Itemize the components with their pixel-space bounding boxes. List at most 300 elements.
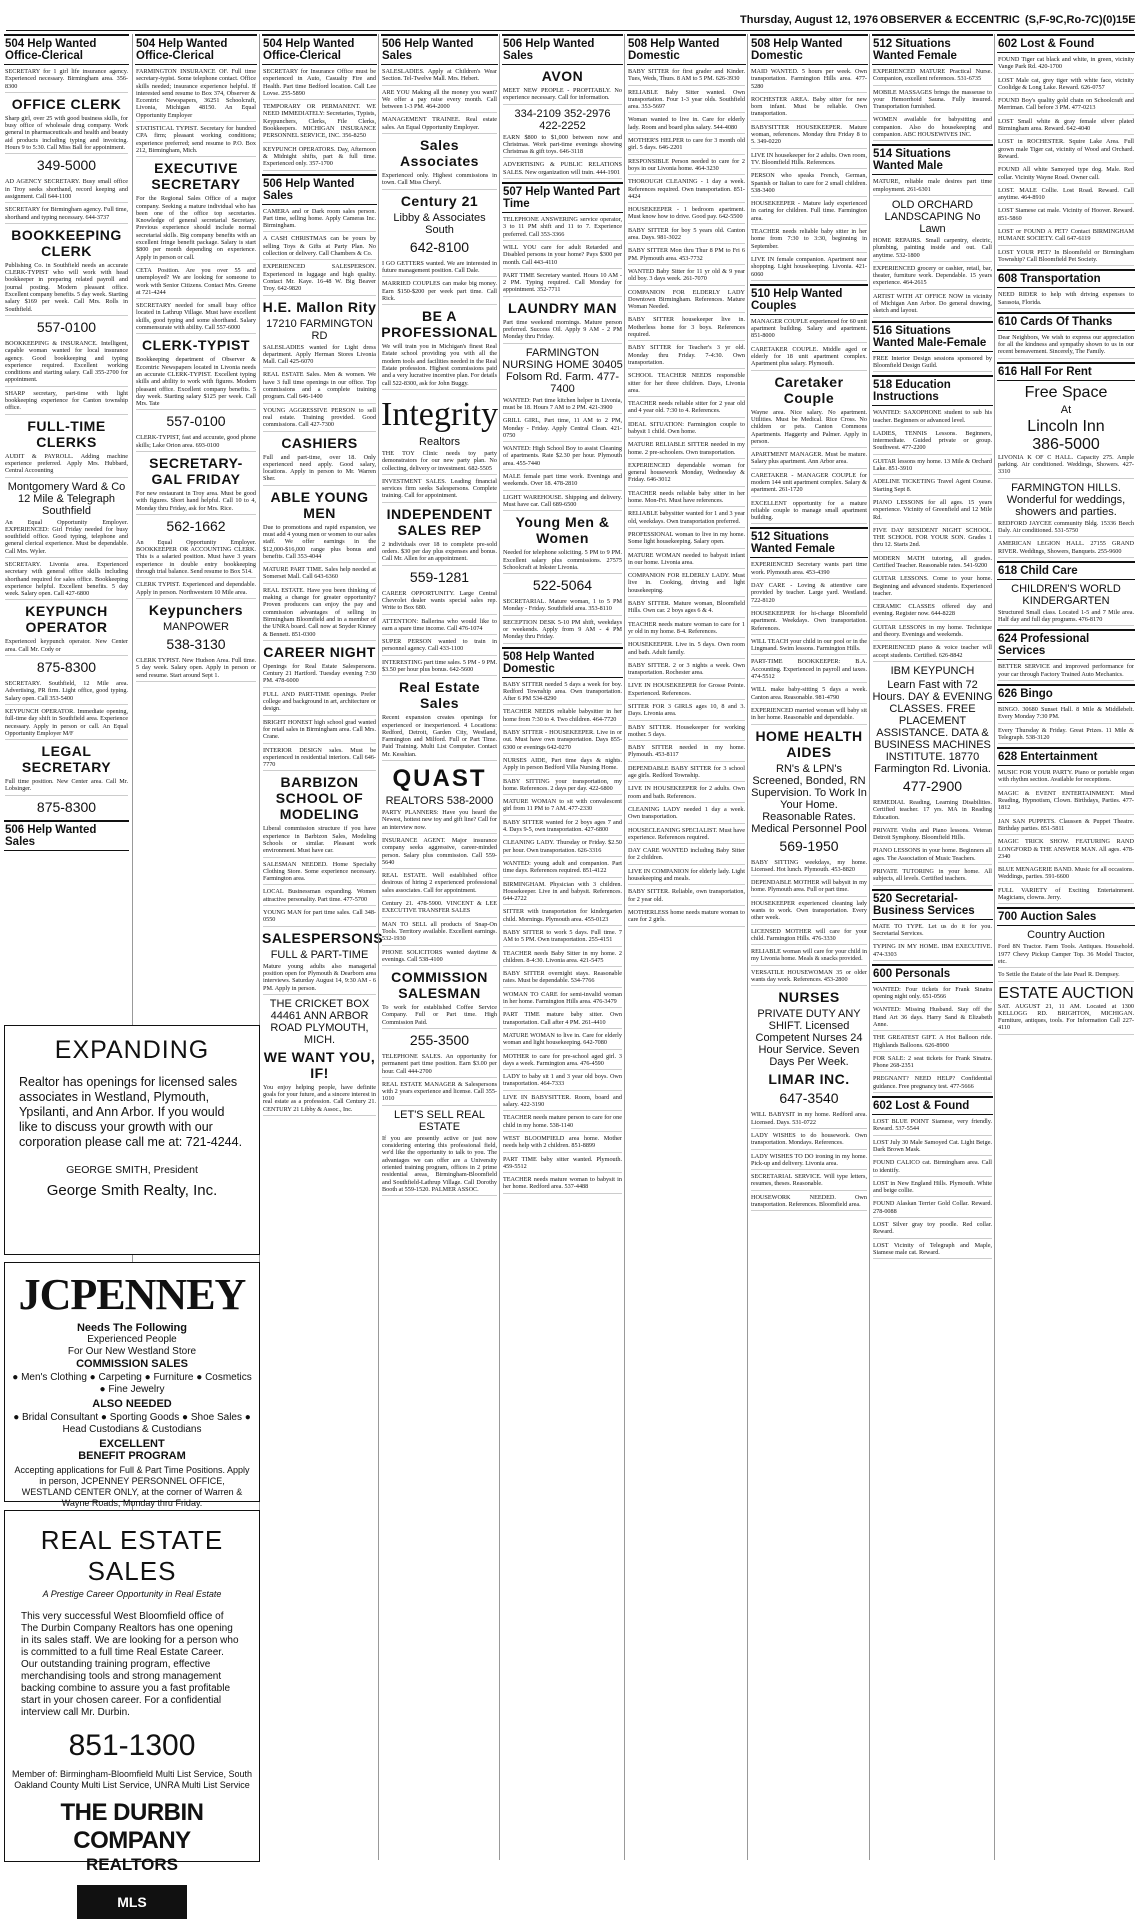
- section-header: [4, 820, 129, 851]
- ad-headline: KEYPUNCH OPERATOR: [25, 603, 108, 636]
- classified-ad: GUITAR LESSONS. Come to your home. Beginning and advanced students. Experienced teacher.: [873, 575, 992, 600]
- section-title: Personals: [895, 967, 951, 980]
- display-headline: Lincoln Inn: [1027, 417, 1105, 435]
- section-header: [997, 907, 1135, 926]
- section-title: Bingo: [1020, 687, 1053, 700]
- classified-ad: JAN SAN PUPPETS. Claussen & Puppet Theatre. Birthday parties. 851-5811: [998, 818, 1134, 836]
- section-number: 506: [263, 177, 283, 190]
- classified-ad: SECRETARY. Livonia area. Experienced secretary with general office skills including shorthand required for sales office. Bookkeeping experience helpful. Excellent benefits. 5 day week. Salary open. Call 427-6800: [5, 561, 128, 600]
- classified-ad: REAL ESTATE Sales. Men & women. We have 3 full time openings in our office. Top commissions and a complete training program. Call 646-1400: [263, 371, 376, 403]
- classified-ad: WOMAN TO CARE for semi-invalid woman in her home. Farmington Hills area. 476-3479: [503, 991, 622, 1009]
- classified-ad: BABY SITTER housekeeper live in. Motherless home for 3 boys. References required.: [628, 316, 745, 341]
- classified-ad: EXPERIENCED Secretary wants part time work. Plymouth area. 453-4390: [751, 561, 867, 579]
- ad-headline: LIMAR INC.: [768, 1071, 850, 1088]
- classified-ad: PRIVATE Violin and Piano lessons. Veteran Detroit Symphony. Bloomfield Hills.: [873, 827, 992, 845]
- ad-subline: FARMINGTON NURSING HOME 30405 Folsom Rd. Farm. 477-7400: [502, 346, 623, 395]
- ad-subline: CHILDREN'S WORLD KINDERGARTEN: [1011, 582, 1121, 607]
- section-header: [997, 312, 1135, 331]
- classified-ad: An Equal Opportunity Employer. EXPERIENCED: Girl Friday needed for busy southfield office. Good typing, telephone and general clerical experience. Must be dependable. Call Mrs. Wyler.: [5, 519, 128, 558]
- classified-ad: Sharp girl, over 25 with good business skills, for busy office of wholesale drug company. Work general in pharmaceuticals and health and beauty aid products including typing and invoicing. Hours 9 to 5:30. Call Miss Ball for appointment.: [5, 115, 128, 154]
- classified-ad: HOUSECLEANING SPECIALIST. Must have experience. References required.: [628, 827, 745, 845]
- display-headline: Free Space: [1024, 383, 1108, 401]
- classified-ad: LIVE IN HOUSEKEEPER for Grosse Pointe. Experienced. References.: [628, 682, 745, 700]
- realestate-subtitle: A Prestige Career Opportunity in Real Estate: [42, 1589, 222, 1599]
- column-divider: [994, 34, 995, 1860]
- section-header: [872, 321, 993, 352]
- classified-ad: LADY WISHES TO DO ironing in my home. Pick-up and delivery. Livonia area.: [751, 1153, 867, 1171]
- classified-ad: HOUSEWORK NEEDED. Own transportation. References. Bloomfield area.: [751, 1194, 867, 1212]
- classified-ad: LADY to baby sit 1 and 3 year old boys. Own transportation. 464-7333: [503, 1073, 622, 1091]
- classified-ad: PART TIME Secretary wanted. Hours 10 AM - 2 PM. Typing required. Call Monday for appointment. 352-7711: [503, 272, 622, 297]
- classified-ad: REAL ESTATE. Have you been thinking of making a change for greater opportunity? Proven producers can enjoy the pay and commission advantages of selling in Birmingham Bloomfield and in a member of the UNRA board. Call now at Snyder Kinney & Bennett. 851-0300: [263, 587, 376, 641]
- ad-phone: 538-3130: [166, 635, 226, 652]
- classified-ad: LIVONIA K OF C HALL. Capacity 275. Ample parking. Air conditioned. Weddings, Showers. 427-3310: [998, 454, 1134, 479]
- classified-ad: INSURANCE AGENT. Major insurance company seeks aggressive, career-minded person. Salary plus commission. Call 559-5640: [382, 837, 497, 869]
- classified-ad: WANTED: Part time kitchen helper in Livonia, must be 18. Hours 7 AM to 2 PM. 421-3900: [503, 397, 622, 415]
- classified-ad: BABY SITTER for first grader and Kinder. Tues, Weds, Thurs. 8 AM to 5 PM. 626-3930: [628, 68, 745, 86]
- classified-ad: FIVE DAY RESIDENT NIGHT SCHOOL. THE SCHOOL FOR YOUR SON. Grades 1 thru 12. Starts 2nd.: [873, 527, 992, 552]
- classified-ad: KEYPUNCH OPERATOR. Immediate opening, full-time day shift in Southfield area. Experience necessary. Apply in person or call. An Equal Opportunity Employer M/F: [5, 708, 128, 740]
- jcpenney-fine-print: Accepting applications for Full & Part Time Positions. Apply in person, JCPENNEY PERSONNEL OFFICE, WESTLAND CENTER ONLY, at the corner of Warren & Wayne Roads, Monday thru Friday.: [14, 1465, 250, 1508]
- classified-ad: EXCELLENT opportunity for a mature reliable couple to manage small apartment building.: [751, 500, 867, 525]
- classified-ad: CARETAKER - MANAGER COUPLE for modern 144 unit apartment complex. Salary & apartment. 261-1720: [751, 472, 867, 497]
- ad-headline: BOOKKEEPING CLERK: [11, 226, 122, 259]
- masthead-date: Thursday, August 12, 1976: [740, 14, 879, 26]
- column-divider: [624, 34, 625, 1860]
- classified-ad: EXPERIENCED married woman will baby sit in her home. Reasonable and dependable.: [751, 707, 867, 725]
- classified-ad: KEYPUNCH OPERATORS. Day, Afternoon & Midnight shifts, part & full time. Experienced only. 357-1700: [263, 146, 376, 171]
- ad-phone: 562-1662: [166, 517, 226, 534]
- ad-subline: PRIVATE DUTY ANY SHIFT. Licensed Competent Nurses 24 Hour Service. Seven Days Per Week.: [755, 1008, 863, 1069]
- section-header: [997, 684, 1135, 703]
- ad-subline: Country Auction: [1027, 929, 1105, 942]
- classified-ad: MATURE WOMAN to sit with convalescent girl from 11 PM to 7 AM. 477-2330: [503, 798, 622, 816]
- ad-headline: FULL-TIME CLERKS: [27, 417, 106, 450]
- classified-ad: PREGNANT? NEED HELP? Confidential guidance. Free pregnancy test. 477-5666: [873, 1075, 992, 1093]
- classified-ad: DEPENDABLE BABY SITTER for 3 school age girls. Redford Township.: [628, 765, 745, 783]
- section-header: [872, 964, 993, 983]
- classified-ad: WEST BLOOMFIELD area home. Mother needs help with 2 children. 851-8899: [503, 1135, 622, 1153]
- ad-subline: Realtors: [419, 435, 460, 448]
- classified-ad: Due to promotions and rapid expansion, we must add 4 young men or women to our sales staff. We offer earnings in the $12,000-$16,000 range plus bonus and benefits. Call 353-4044: [263, 524, 376, 563]
- classified-ad: TEACHER needs mature person to care for one child in my home. 538-1140: [503, 1114, 622, 1132]
- classified-ad: REDFORD JAYCEE community Bldg. 15336 Beech Daly. Air conditioned. 531-5750: [998, 520, 1134, 538]
- section-number: 616: [998, 365, 1018, 378]
- classified-ad: LOST. MALE Collie. Lost Road. Reward. Call anytime. 464-8910: [998, 187, 1134, 205]
- jcpenney-line-3: For Our New Westland Store: [67, 1346, 197, 1357]
- ad-headline: Young Men & Women: [515, 514, 610, 547]
- classified-ad: MUSIC FOR YOUR PARTY. Piano or portable organ with rhythm section. Available for receptions.: [998, 769, 1134, 787]
- ad-headline: NURSES: [778, 989, 840, 1006]
- classified-ad: LOST or FOUND A PET? Contact BIRMINGHAM HUMANE SOCIETY. Call 647-6119: [998, 228, 1134, 246]
- section-number: 504: [5, 38, 25, 50]
- classified-ad: MAGIC & EVENT ENTERTAINMENT. Mind Reading, Hypnotism, Clown. Birthdays, Parties. 477-1812: [998, 790, 1134, 815]
- classified-ad: GRILL GIRL, Part time, 11 AM to 2 PM, Monday - Friday. Apply Central Clean. 421-0750: [503, 417, 622, 442]
- display-headline: ESTATE AUCTION: [998, 984, 1134, 1002]
- classified-ad: LADIES, TENNIS Lessons. Beginners, intermediate. Guided private or group. Southwest. 477-2200: [873, 430, 992, 455]
- classified-ad: WILL make baby-sitting 5 days a week. Canton area. Reasonable. 981-4790: [751, 686, 867, 704]
- classified-ad: SCHOOL TEACHER NEEDS responsible sitter for her three children. Days, Livonia area.: [628, 372, 745, 397]
- section-header: [872, 889, 993, 920]
- classified-ad: Century 21. 478-5900. VINCENT & LEE EXECUTIVE TRANSFER SALES: [382, 900, 497, 918]
- classified-ad: WANTED Baby Sitter for 11 yr old & 9 year old boy. 3 days week. 261-7070: [628, 268, 745, 286]
- ad-headline: H.E. Mallon Rity: [262, 298, 377, 315]
- section-title: Situations Wanted Male: [873, 148, 951, 173]
- classified-ad: WANTED: young adult and companion. Part time days. References required. 851-4122: [503, 860, 622, 878]
- classified-ad: TEACHER needs reliable baby sitter in her home from 7:30 to 3:30, beginning in September.: [751, 228, 867, 253]
- column-3: [262, 34, 384, 1860]
- classified-ad: MATE TO TYPE. Let us do it for you. Secretarial Services.: [873, 923, 992, 941]
- section-title: Situations Wanted Male-Female: [873, 324, 987, 349]
- classified-ad: BABY SITTER for Teacher's 3 yr old. Monday thru Friday. 7-4:30. Own transportation.: [628, 344, 745, 369]
- expanding-company: George Smith Realty, Inc.: [46, 1182, 218, 1199]
- classified-ad: RELIABLE Baby Sitter wanted. Own transportation. Four 1-3 year olds. Southfield area. 353-5697: [628, 89, 745, 114]
- classified-ad: FARMINGTON INSURANCE OF. Full time secretary-typist. Some telephone contact. Office skills needed; insurance experience helpful. If interested send resume to Box 374, Observer & Eccentric Newspapers, 36251 Schoolcraft, Livonia, Michigan 48150. An Equal Opportunity Employer: [136, 68, 256, 122]
- ad-subline: OLD ORCHARD LANDSCAPING No Lawn: [884, 198, 981, 235]
- classified-ad: MOBILE MASSAGES brings the masseuse to your Hemorrhoid Sauna. Fully insured. Transportation furnished.: [873, 89, 992, 114]
- classified-ad: Experienced only. Highest commissions in town. Call Miss Cheryl.: [382, 172, 497, 190]
- section-title: Lost & Found: [895, 1100, 970, 1113]
- section-title: Help Wanted Office-Clerical: [5, 38, 97, 62]
- section-header: [502, 647, 623, 678]
- classified-ad: TEMPORARY OR PERMANENT. WE NEED IMMEDIATELY: Secretaries, Typists, Keypunchers, Clerks, File Clerks, Bookkeepers. MICHIGAN INSURANCE PERSONNEL SERVICE, INC. 356-8250: [263, 103, 376, 142]
- classified-ad: LADY WISHES to do housework. Own transportation. Mondays. References.: [751, 1132, 867, 1150]
- classified-ad: MANAGEMENT TRAINEE. Real estate sales. An Equal Opportunity Employer.: [382, 116, 497, 134]
- classified-ad: MANAGER COUPLE experienced for 60 unit apartment building. Salary and apartment. 851-8000: [751, 318, 867, 343]
- classified-ad: BIRMINGHAM. Physician with 3 children. Housekeeper. Live in and babysit. References. 644-2722: [503, 881, 622, 906]
- integrity-logo: Integrity: [381, 395, 499, 433]
- realestate-members: Member of: Birmingham-Bloomfield Multi List Service, South Oakland County Multi List Service, UNRA Multi List Service: [11, 1769, 253, 1790]
- ad-subline: Libby & Associates South: [393, 211, 486, 236]
- section-header: [4, 34, 129, 65]
- section-header: [872, 34, 993, 65]
- classified-ad: ROCHESTER AREA. Baby sitter for new born infant. Must be reliable. Own transportation.: [751, 96, 867, 121]
- classified-ad: For new restaurant in Troy area. Must be good with figures. Short hand helpful. Call 10 to 4, Monday thru Friday, ask for Mrs. Rice.: [136, 490, 256, 515]
- classified-ad: REAL ESTATE. Well established office desirous of hiring 2 experienced professional sales associates. Call for appointment.: [382, 872, 497, 897]
- section-title: Situations Wanted Female: [873, 38, 957, 62]
- classified-ad: WANTED: Missing Husband. Stay off the Hand Art 36 days. Harry Sand & Elizabeth Anne.: [873, 1006, 992, 1031]
- classified-ad: ARTIST WITH AT OFFICE NOW in vicinity of Michigan Ann Arbor. Do general drawing, sketch and layout.: [873, 293, 992, 318]
- classified-ad: TEACHER needs Baby Sitter in my home. 2 children. 8-4:30. Livonia area. 421-5475: [503, 950, 622, 968]
- ad-phone: 349-5000: [36, 157, 97, 174]
- classified-ad: Every Thursday & Friday. Great Prizes. 11 Mile & Telegraph. 538-3120: [998, 727, 1134, 745]
- classified-ad: HOUSEKEEPER - 1 bedroom apartment. Must know how to drive. Good pay. 642-5500: [628, 206, 745, 224]
- classified-ad: LOST Male cat, grey tiger with white face, vicinity Coolidge & Long Lake. Reward. 626-0757: [998, 77, 1134, 95]
- classified-ad: BETTER SERVICE and improved performance for your car through Factory Trained Auto Mechanics.: [998, 663, 1134, 681]
- classified-ad: SECRETARY for 1 girl life insurance agency. Experienced necessary. Birmingham area. 356-8300: [5, 68, 128, 93]
- section-header: [502, 34, 623, 65]
- classified-ad: EARN $800 to $1,000 between now and Christmas. Work part-time evenings showing Christmas & gift toys. 646-3118: [503, 134, 622, 159]
- classified-ad: INVESTMENT SALES. Leading financial services firm seeks Salespersons. Complete training. Call for appointment.: [382, 478, 497, 503]
- classified-ad: MARRIED COUPLES can make big money. Earn $150-$200 per week part time. Call Rick.: [382, 280, 497, 305]
- classified-ad: CLERK TYPIST. Experienced and dependable. Apply in person. Northwestern 10 Mile area.: [136, 581, 256, 599]
- section-header: [997, 362, 1135, 381]
- classified-ad: GUITAR lessons my home. 13 Mile & Orchard Lake. 851-3910: [873, 458, 992, 476]
- classified-ad: Full and part-time, over 18. Only experienced need apply. Good salary, locations. Apply in person to Mr. Warren Sher.: [263, 454, 376, 486]
- section-number: 504: [136, 38, 156, 50]
- classified-ad: FOUND CALICO cat. Birmingham area. Call to identify.: [873, 1159, 992, 1177]
- section-title: Help Wanted Sales: [503, 38, 595, 62]
- classified-ad: PIANO LESSONS in your home. Beginners all ages. The Association of Music Teachers.: [873, 847, 992, 865]
- classified-ad: RESPONSIBLE Person needed to care for 2 boys in our Livonia home. 464-3230: [628, 158, 745, 176]
- ad-headline: Sales Associates: [400, 137, 479, 170]
- jcpenney-list-2: ● Bridal Consultant ● Sporting Goods ● Shoe Sales ● Head Custodians & Custodians: [13, 1412, 251, 1435]
- masthead-page-code: (S,F-9C,Ro-7C)(0)15E: [1025, 14, 1136, 26]
- section-header: [997, 561, 1135, 580]
- masthead: [0, 0, 1140, 30]
- classified-ad: For the Regional Sales Office of a major company. Seeking a mature individual who has been one of the office top secretaries. Knowledge of general secretarial Secretary. Previous experience should include normal secretarial skills. Big company benefits with an excellent fringe benefit package. Salary is start $800 per month depending on experience. Apply in person or call.: [136, 195, 256, 264]
- column-divider: [869, 34, 870, 1860]
- classified-ad: SHARP secretary, part-time with light bookkeeping experience for Canton township office.: [5, 390, 128, 415]
- realestate-phone: 851-1300: [68, 1729, 196, 1762]
- ad-headline: ABLE YOUNG MEN: [270, 488, 369, 521]
- classified-ad: PARTY PLANNERS: Have you heard the Newest, hottest new toy and gift line? Call for an interview now.: [382, 809, 497, 834]
- classified-ad: PHONE SOLICITORS wanted daytime & evenings. Call 538-4100: [382, 949, 497, 967]
- classified-ad: STATISTICAL TYPIST. Secretary for hundred CPA firm; pleasant working conditions; experience preferred; send resume to P.O. Box 212, Birmingham, Mich.: [136, 125, 256, 157]
- ad-headline: Caretaker Couple: [774, 373, 844, 406]
- jcpenney-list-1: ● Men's Clothing ● Carpeting ● Furniture ● Cosmetics ● Fine Jewelry: [12, 1372, 252, 1395]
- classified-ad: PIANO LESSONS for all ages. 15 years experience. Vicinity of Greenfield and 12 Mile Rd.: [873, 499, 992, 524]
- classified-ad: TEACHER needs reliable baby sitter in her home. Mon-Fri. Must have references.: [628, 490, 745, 508]
- section-title: Professional Services: [998, 633, 1090, 658]
- section-header: [750, 527, 868, 558]
- column-divider: [378, 34, 379, 1860]
- classified-ad: FOR SALE: 2 seat tickets for Frank Sinatra. Phone 268-2351: [873, 1055, 992, 1073]
- section-header: [997, 269, 1135, 288]
- mls-logo: MLS: [77, 1885, 187, 1919]
- classified-ad: LIVE IN female companion. Apartment near shopping. Light housekeeping. Livonia. 421-6060: [751, 256, 867, 281]
- section-header: [997, 34, 1135, 53]
- classified-ad: MAGIC TRICK SHOW. FEATURING RAND LONGFORD & THE ANSWER MAN. All ages. 478-2340: [998, 838, 1134, 863]
- classified-ad: DEPENDABLE MOTHER will babysit in my home. Plymouth area. Full or part time.: [751, 879, 867, 897]
- classified-ad: CLEANING LADY. Thursday or Friday. $2.50 per hour. Own transportation. 626-3316: [503, 839, 622, 857]
- ad-subline: Learn Fast with 72 Hours. DAY & EVENING CLASSES. FREE PLACEMENT ASSISTANCE. DATA & BUSINESS MACHINES INSTITUTE. 18770 Farmington Rd. Livonia.: [872, 678, 993, 775]
- classified-ad: EXPERIENCED piano & voice teacher will accept students. Certified. 626-8842: [873, 644, 992, 662]
- section-number: 602: [998, 38, 1018, 50]
- ad-phone: 875-8300: [36, 798, 97, 815]
- classified-ad: Woman wanted to live in. Care for elderly lady. Room and board plus salary. 544-4080: [628, 116, 745, 134]
- classified-ad: COMPANION FOR ELDERLY LADY Downtown Birmingham. References. Mature Woman Needed.: [628, 289, 745, 314]
- ad-phone: 557-0100: [36, 318, 97, 335]
- classified-ad: APARTMENT MANAGER. Must be mature. Salary plus apartment. Ann Arbor area.: [751, 451, 867, 469]
- classified-ad: FULL VARIETY of Exciting Entertainment. Magicians, clowns. Jerry.: [998, 887, 1134, 905]
- classified-ad: I GO GETTERS wanted. We are interested in future management position. Call Dale.: [382, 260, 497, 278]
- realestate-title: REAL ESTATE SALES: [40, 1525, 224, 1586]
- classified-ad: AUDIT & PAYROLL. Adding machine experience preferred. Apply Mrs. Hubbard, Central Accounting: [5, 453, 128, 478]
- column-8: [872, 34, 993, 1860]
- ad-headline: COMMISSION SALESMAN: [391, 969, 488, 1002]
- section-number: 516: [873, 324, 893, 337]
- section-title: Auction Sales: [1020, 911, 1097, 924]
- classified-ad: AMERICAN LEGION HALL. 27155 GRAND RIVER. Weddings, Showers, Banquets. 255-9600: [998, 540, 1134, 558]
- classified-ad: SECRETARY needed for small busy office located in Lathrup Village. Must have excellent skills, good typing and some shorthand. Salary commensurate with ability. Call 557-6000: [136, 302, 256, 334]
- classified-ad: COMPANION FOR ELDERLY LADY. Must live in. Cooking, driving and light housekeeping.: [628, 572, 745, 597]
- ad-subline: THE CRICKET BOX 44461 ANN ARBOR ROAD PLYMOUTH, MICH.: [269, 997, 370, 1046]
- section-title: Cards Of Thanks: [1020, 315, 1113, 328]
- classified-ad: Recent expansion creates openings for experienced or inexperienced. 4 Locations: Redford, Detroit, Garden City, Westland, Farmington and Milford. Full or Part Time. Paid Training. Multi List Computer. Contact Mr. Kesshian.: [382, 714, 497, 761]
- section-number: 618: [998, 564, 1018, 577]
- realestate-body: This very successful West Bloomfield office of The Durbin Company Realtors has one opening in its sales staff. We are looking for a person who is committed to a full time Real Estate Career. Our outstanding training program, effective merchandising tools and strong management backing combine to assure you a fast profitable start in your chosen career. For a confidential interview call Mr. Durbin.: [21, 1611, 239, 1718]
- classified-ad: RELIABLE babysitter wanted for 1 and 3 year old, weekdays. Own transportation preferred.: [628, 510, 745, 528]
- classified-ad: CLERK TYPIST. New Hudson Area. Full time. 5 day week. Salary open. Apply in person or send resume. Start around Sept 1.: [136, 657, 256, 682]
- classified-ad: EXPERIENCED grocery or cashier, retail, bar, theater, furniture work. Dependable. 15 years experience. 464-2615: [873, 265, 992, 290]
- classified-ad: LIVE IN housekeeper for 2 adults. Own room, TV. Bloomfield Hills. References.: [751, 152, 867, 170]
- classified-ad: WANTED: Four tickets for Frank Sinatra opening night only. 651-0566: [873, 986, 992, 1004]
- classified-ad: TEACHER needs mature woman to babysit in her home. Redford area. 537-4488: [503, 1176, 622, 1194]
- classified-ad: TEACHER NEEDS reliable babysitter in her home from 7:30 to 4. Two children. 464-7720: [503, 708, 622, 726]
- section-title: Help Wanted Office-Clerical: [136, 38, 228, 62]
- section-header: [750, 284, 868, 315]
- classified-ad: INTERESTING part time sales. 5 PM - 9 PM. $3.50 per hour plus bonus. 642-5600: [382, 659, 497, 677]
- classified-ad: BABY SITTER Mon thru Thur 8 PM to Fri 6 PM. Plymouth area. 453-7732: [628, 247, 745, 265]
- ad-subline: LET'S SELL REAL ESTATE: [394, 1108, 485, 1133]
- section-header: [872, 1096, 993, 1115]
- classified-ad: MALE female part time work. Evenings and weekends. Over 18. 478-2810: [503, 473, 622, 491]
- section-number: 508: [503, 650, 523, 663]
- classified-ad: PRIVATE TUTORING in your home. All subjects, all levels. Certified teachers.: [873, 868, 992, 886]
- ad-headline: LEGAL SECRETARY: [21, 743, 112, 776]
- classified-ad: BABY SITTER. 2 or 3 nights a week. Own transportation. Rochester area.: [628, 662, 745, 680]
- ad-phone: 559-1281: [409, 568, 470, 585]
- section-number: 506: [503, 38, 523, 50]
- classified-ad: NURSES AIDE, Part time days & nights. Apply in person Bedford Villa Nursing Home.: [503, 757, 622, 775]
- classified-ad: To work for established Coffee Service Company. Full or Part time. High Commission Paid.: [382, 1004, 497, 1029]
- section-title: Help Wanted Sales: [5, 823, 97, 848]
- classified-ad: Wayne area. Nice salary. No apartment. Utilities. Must be Medical. Rice Cross. No children or pets. Canton Commons Apartments. Haggerty and Palmer. Apply in person.: [751, 409, 867, 448]
- classified-ad: Liberal commission structure if you have experience in Barbizon Sales, Modeling Schools or similar. Pleasant work environment. Must have car.: [263, 825, 376, 857]
- classified-ad: AD AGENCY SECRETARY. Busy small office in Troy seeks shorthand, record keeping and assignment. Call 644-1100: [5, 178, 128, 203]
- classified-ad: HOME REPAIRS. Small carpentry, electric, plumbing, painting inside and out. Call anytime. 532-1800: [873, 237, 992, 262]
- ad-headline: HOME HEALTH AIDES: [755, 727, 863, 760]
- section-title: Child Care: [1020, 564, 1078, 577]
- jcpenney-line-1: Needs The Following: [76, 1322, 187, 1334]
- classified-ad: Mature young adults also managerial position open for Plymouth & Dearborn area interviews. Saturday August 14, 9:30 AM - 6 PM. Apply in person.: [263, 963, 376, 995]
- classified-ad: FOUND Boy's quality gold chain on Schoolcraft and Merriman. Call before 3 PM. 477-0213: [998, 97, 1134, 115]
- classified-ad: BABY SITTING weekdays, my home. Licensed. Hot lunch. Plymouth. 453-8820: [751, 859, 867, 877]
- classified-ad: DAY CARE - Loving & attentive care provided by teacher. Large yard. Westland. 722-8120: [751, 582, 867, 607]
- classified-ad: You enjoy helping people, have definite goals for your future, and a sincere interest in real estate as a profession. Call Century 21. CENTURY 21 Libby & Assoc., Inc.: [263, 1084, 376, 1116]
- classified-ad: We will train you in Michigan's finest Real Estate school providing you with all the modern tools and facilities needed in the Real Estate profession. Highest commissions paid and a very lucrative incentive plan. For details call 522-8300, ask for John Buggy.: [382, 343, 497, 390]
- classified-ad: TEACHER needs reliable sitter for 2 year old and 4 year old. 7:30 to 4. References.: [628, 400, 745, 418]
- ad-headline: EXECUTIVE SECRETARY: [151, 160, 241, 193]
- classified-ad: BABY SITTER. Housekeeper for working mother. 5 days.: [628, 724, 745, 742]
- section-number: 602: [873, 1100, 893, 1113]
- realestate-realtors: REALTORS: [86, 1855, 178, 1874]
- section-number: 512: [751, 531, 771, 544]
- section-title: Help Wanted Domestic: [751, 38, 843, 62]
- ad-subline: REALTORS 538-2000: [385, 795, 494, 808]
- classified-ad: YOUNG MAN for part time sales. Call 348-0550: [263, 909, 376, 927]
- classified-ad: LOST in ROCHESTER. Squire Lake Area. Full grown male Tiger cat, vicinity of Wood and Orchard. Reward.: [998, 138, 1134, 163]
- classified-ad: HOUSEKEEPER experienced cleaning lady wants to work. Own transportation. Every other week.: [751, 900, 867, 925]
- column-7: [750, 34, 868, 1860]
- classified-ad: BINGO. 30680 Sunset Hall. 8 Mile & Middlebelt. Every Monday 7:30 PM.: [998, 706, 1134, 724]
- ad-headline: SECRETARY-GAL FRIDAY: [149, 454, 243, 487]
- ad-phone: 557-0100: [166, 413, 226, 430]
- classified-ad: VERSATILE HOUSEWOMAN 35 or older wants day work. References. 453-2800: [751, 969, 867, 987]
- section-title: Help Wanted Domestic: [628, 38, 720, 62]
- classified-ad: SALESLADIES. Apply at Children's Wear Section. Tel-Twelve Mall. Mrs. Hebert.: [382, 68, 497, 86]
- section-title: Help Wanted Sales: [263, 177, 355, 202]
- classified-ad: LIVE IN BABYSITTER. Room, board and salary. 422-3190: [503, 1094, 622, 1112]
- ad-phone: 647-3540: [779, 1090, 839, 1107]
- ad-subline: FULL & PART-TIME: [270, 948, 369, 961]
- ad-headline: AVON: [541, 68, 584, 84]
- ad-subline: RN's & LPN's Screened, Bonded, RN Supervision. To Work In Your Home. Reasonable Rates. Medical Personnel Pool: [751, 762, 867, 835]
- classified-ad: FREE Interior Design sessions sponsored by Bloomfield Design Guild.: [873, 355, 992, 373]
- realestate-company: THE DURBIN COMPANY: [60, 1799, 204, 1854]
- classified-ad: WILL TEACH your child in our pool or in the Lingmand. Swim lessons. Farmington Hills.: [751, 638, 867, 656]
- section-number: 510: [751, 287, 771, 300]
- section-title: Help Wanted Sales: [382, 38, 474, 62]
- page-top-rule: [6, 30, 1134, 31]
- classified-ad: FOUND Tiger cat black and white, in green, vicinity Vange Park Rd. 420-1700: [998, 56, 1134, 74]
- classified-ad: Part time weekend mornings. Mature person preferred. Success Oil. Apply 9 AM - 2 PM Monday thru Friday.: [503, 319, 622, 344]
- section-header: [262, 34, 377, 65]
- ad-headline: OFFICE CLERK: [11, 95, 122, 112]
- classified-ad: PERSON who speaks French, German, Spanish or Italian to care for 2 small children. 538-3400: [751, 172, 867, 197]
- classified-ad: GUITAR LESSONS in my home. Technique and theory. Evenings and weekends.: [873, 624, 992, 642]
- classified-ad: An Equal Opportunity Employer. BOOKKEEPER OR ACCOUNTING CLERK. This is a salaried position. Must have 3 years experience in double entry bookkeeping through trial balance. Send resume to Box 514.: [136, 539, 256, 578]
- jcpenney-ad: [4, 1262, 260, 1508]
- ad-headline: LAUNDRY MAN: [508, 299, 617, 316]
- section-number: 508: [751, 38, 771, 50]
- classified-ad: MAID WANTED. 5 hours per week. Own transportation. Farmington Hills area. 477-5280: [751, 68, 867, 93]
- ad-headline: INDEPENDENT SALES REP: [386, 505, 493, 538]
- classified-ad: CERAMIC CLASSES offered day and evening. Register now. 644-8228: [873, 603, 992, 621]
- ad-headline: CASHIERS: [281, 434, 358, 451]
- classified-ad: BABY SITTER. Reliable, own transportation, for 2 year old.: [628, 888, 745, 906]
- column-divider: [499, 34, 500, 1860]
- classified-ad: LIGHT WAREHOUSE. Shipping and delivery. Must have car. Call 689-6500: [503, 494, 622, 512]
- column-divider: [747, 34, 748, 1860]
- classified-ad: LOST Vicinity of Telegraph and Maple, Siamese male cat. Reward.: [873, 1242, 992, 1260]
- classified-ad: 2 individuals over 18 to complete pre-sold orders. $30 per day plus expenses and bonus. Call Mr. Allen for an appointment.: [382, 541, 497, 566]
- section-number: 610: [998, 315, 1018, 328]
- classified-ad: MAN TO SELL all products of Snap-On Tools. Territory available. Excellent earnings. 532-1930: [382, 921, 497, 946]
- classified-ad: If you are presently active or just now considering entering this professional field, we'd like the opportunity to talk to you. The advantages we can offer are a University oriented training program, offices in 2 prime residential areas, Birmingham-Bloomfield and Southfield-Lathrup Village. Call Dorothy Booth at 559-1520. PALMER ASSOC.: [382, 1135, 497, 1196]
- classified-ad: MEET NEW PEOPLE - PROFITABLY. No experience necessary. Call for information.: [503, 87, 622, 105]
- classified-ad: BABYSITTER HOUSEKEEPER. Mature woman, references. Monday thru Friday 8 to 5. 349-0220: [751, 124, 867, 149]
- section-header: [381, 34, 498, 65]
- classified-ad: HOUSEKEEPER. Live in. 5 days. Own room and bath. Adult family.: [628, 641, 745, 659]
- ad-phone: 875-8300: [36, 659, 97, 676]
- ad-subline: 334-2109 352-2976 422-2252: [514, 107, 611, 132]
- section-title: Situations Wanted Female: [751, 531, 835, 556]
- classified-ad: THOROUGH CLEANING - 1 day a week. References required. Own transportation. 851-4424: [628, 178, 745, 203]
- classified-ad: BABY SITTING your transportation, my home. References. 2 days per day. 422-6800: [503, 778, 622, 796]
- section-number: 624: [998, 633, 1018, 646]
- expanding-ad: [4, 1025, 260, 1255]
- section-number: 700: [998, 911, 1018, 924]
- classified-ad: TELEPHONE SALES. An opportunity for permanent part time position. Earn $3.00 per hour. Call 444-2700: [382, 1053, 497, 1078]
- classified-ad: TYPING IN MY HOME. IBM EXECUTIVE. 474-3303: [873, 943, 992, 961]
- classified-ad: BABY SITTER overnight stays. Reasonable rates. Must be dependable. 534-7766: [503, 970, 622, 988]
- classified-ad: FULL AND PART-TIME openings. Prefer college and background in art, architecture or design.: [263, 691, 376, 716]
- classified-ad: IDEAL SITUATION: Farmington couple to babysit 1 child. Own home.: [628, 421, 745, 439]
- classified-ad: PROFESSIONAL woman to live in my home. Some light housekeeping. Salary open.: [628, 531, 745, 549]
- classified-ad: SECRETARIAL SERVICE. Will type letters, resumes, theses. Reasonable.: [751, 1173, 867, 1191]
- classified-ad: TEACHER needs mature woman to care for 1 yr old in my home. 8-4. References.: [628, 621, 745, 639]
- jcpenney-line-5: ALSO NEEDED: [92, 1398, 172, 1410]
- classified-ad: TELEPHONE ANSWERING service operator, 3 to 11 PM shift and 11 to 7. Experience preferred. Call 353-3366: [503, 216, 622, 241]
- classified-ad: ATTENTION: Ballerina who would like to earn a spare time income. Call 476-1074: [382, 618, 497, 636]
- section-header: [872, 375, 993, 406]
- classified-ad: BABY SITTER. Mature woman, Bloomfield Hills. Own car. 2 boys ages 6 & 4.: [628, 600, 745, 618]
- classified-ad: THE TOY Clinic needs toy party demonstrators for our new party plan. No collecting, delivery or investment. 682-5505: [382, 450, 497, 475]
- classified-ad: WOMEN available for babysitting and companion. Also do housekeeping and companion. ABC HOUSEWIVES INC.: [873, 116, 992, 141]
- classified-ad: BLUE MENAGERIE BAND. Music for all occasions. Weddings, parties. 591-6600: [998, 866, 1134, 884]
